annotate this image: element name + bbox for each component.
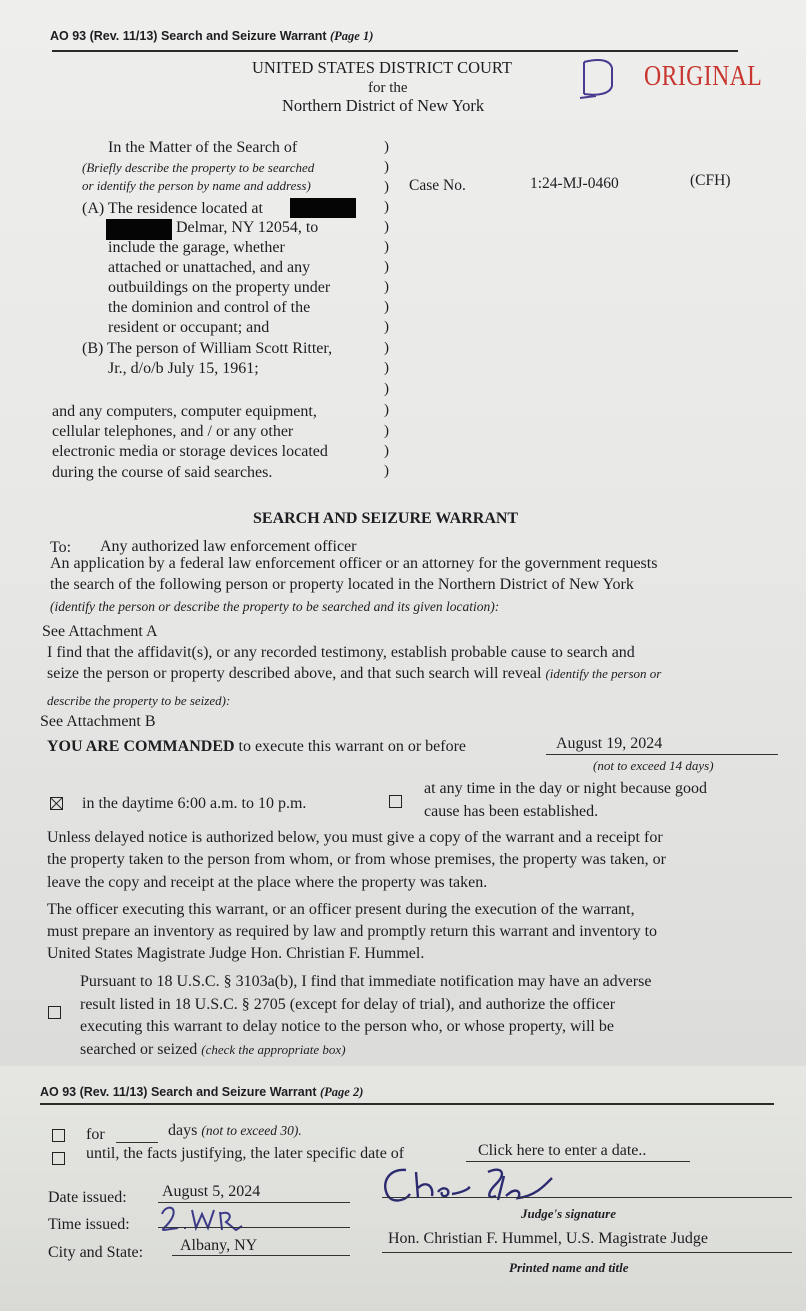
anytime-label: at any time in the day or night because good [424,780,708,797]
days-blank[interactable] [116,1142,158,1143]
time-issued-label: Time issued: [48,1216,130,1233]
court-district: Northern District of New York [282,96,485,115]
matter-line: outbuildings on the property under [108,279,331,296]
redaction-block [290,198,356,218]
officer-line: United States Magistrate Judge Hon. Christian F. Hummel. [47,945,425,962]
matter-line-a: (A) The residence located at [82,200,263,217]
matter-line: Jr., d/o/b July 15, 1961; [108,360,259,377]
matter-hint-1: (Briefly describe the property to be searched [82,160,315,175]
handwritten-time [156,1200,252,1236]
court-name: UNITED STATES DISTRICT COURT [252,58,513,77]
matter-line-b: (B) The person of William Scott Ritter, [82,340,333,357]
daytime-checkbox[interactable] [50,797,63,810]
date-placeholder[interactable]: Click here to enter a date.. [478,1142,647,1159]
computer-line: during the course of said searches. [52,464,273,481]
to-value: Any authorized law enforcement officer [100,538,357,555]
original-stamp-icon [578,54,618,100]
matter-line: the dominion and control of the [108,299,311,316]
to-label: To: [50,539,72,556]
judge-name: Hon. Christian F. Hummel, U.S. Magistrate Judge [388,1230,709,1247]
application-line: An application by a federal law enforcement officer or an attorney for the government requests [50,555,658,572]
pursuant-line: searched or seized (check the appropriate box) [80,1041,346,1058]
redaction-block [106,219,172,240]
see-attachment-b: See Attachment B [40,713,156,730]
anytime-label: cause has been established. [424,803,599,820]
anytime-checkbox[interactable] [389,795,402,808]
unless-line: leave the copy and receipt at the place where the property was taken. [47,874,488,891]
warrant-page-2 [0,1066,806,1311]
officer-line: The officer executing this warrant, or an officer present during the execution of the warrant, [47,901,635,918]
for-days-checkbox[interactable] [52,1129,65,1142]
pursuant-line: Pursuant to 18 U.S.C. § 3103a(b), I find that immediate notification may have an adverse [80,973,652,990]
computer-line: cellular telephones, and / or any other [52,423,294,440]
form-header-2: AO 93 (Rev. 11/13) Search and Seizure Warrant (Page 2) [40,1085,364,1099]
printed-name-label: Printed name and title [509,1260,629,1275]
case-no-label: Case No. [409,177,466,194]
computer-line: electronic media or storage devices located [52,443,328,460]
unless-line: Unless delayed notice is authorized below, you must give a copy of the warrant and a receipt for [47,829,663,846]
case-suffix: (CFH) [690,172,731,189]
matter-line: attached or unattached, and any [108,259,311,276]
until-label: until, the facts justifying, the later specific date of [86,1145,405,1162]
case-number: 1:24-MJ-0460 [530,175,619,192]
computer-line: and any computers, computer equipment, [52,403,317,420]
application-line: the search of the following person or property located in the Northern District of New York [50,576,634,593]
header-rule-2 [40,1103,774,1105]
date-issued-value: August 5, 2024 [162,1183,261,1200]
time-issued-underline [158,1227,350,1228]
city-state-underline [172,1255,350,1256]
form-header: AO 93 (Rev. 11/13) Search and Seizure Warrant (Page 1) [50,29,374,43]
days-label: days (not to exceed 30). [168,1122,302,1139]
daytime-label: in the daytime 6:00 a.m. to 10 p.m. [82,795,307,812]
judge-name-line [382,1252,792,1253]
unless-line: the property taken to the person from whom, or from whose premises, the property was taken, or [47,851,666,868]
until-date-checkbox[interactable] [52,1152,65,1165]
command-date: August 19, 2024 [556,735,663,752]
finding-line: I find that the affidavit(s), or any recorded testimony, establish probable cause to search and [47,644,635,661]
header-rule [52,50,738,52]
date-issued-label: Date issued: [48,1189,127,1206]
warrant-page-1: AO 93 (Rev. 11/13) Search and Seizure Warrant (Page 1) UNITED STATES DISTRICT COURT for the Northern District of New York ORIGINAL In the Matter of the Search of (Briefly describe the property to be searched or identify the person by name and address) (A) The residence located at Delmar, NY 12054, to include the garage, whether attached or unattached, and any outbuildings on the property under the dominion and control of the resident or occupant; and (B) The person of William Scott Ritter, Jr., d/o/b July 15, 1961; and any computers, computer equipment, cellular telephones, and / or any other electronic media or storage devices located during the course of said searches. ) ) ) ) ) ) ) ) ) ) ) ) ) ) ) ) ) Case No. 1:24-MJ-0460 (CFH) SEARCH AND SEIZURE WARRANT To: Any authorized law enforcement officer An application by a federal law enforcement officer or an attorney for the government requests the search of the following person or property located in the Northern District of New York (identify the person or describe the property to be searched and its given location): See Attachment A I find that the affidavit(s), or any recorded testimony, establish probable cause to search and seize the person or property described above, and that such search will reveal (identify the person or describe the property to be seized): See Attachment B YOU ARE COMMANDED to execute this warrant on or before August 19, 2024 (not to exceed 14 days) in the daytime 6:00 a.m. to 10 p.m. at any time in the day or night because good cause has been established. Unless delayed notice is authorized below, you must give a copy of the warrant and a receipt for the property taken to the person from whom, or from whose premises, the property was taken, or leave the copy and receipt at the place where the property was taken. The officer executing this warrant, or an officer present during the execution of the warrant, must prepare an inventory as required by law and promptly return this warrant and inventory to United States Magistrate Judge Hon. Christian F. Hummel. Pursuant to 18 U.S.C. § 3103a(b), I find that immediate notification may have an adverse result listed in 18 U.S.C. § 2705 (except for delay of trial), and authorize the officer executing this warrant to delay notice to the person who, or whose property, will be searched or seized (check the appropriate box) [0,0,806,1066]
matter-line: Delmar, NY 12054, to [176,219,319,236]
matter-hint-2: or identify the person by name and address) [82,178,311,193]
court-for: for the [368,80,408,96]
city-state-label: City and State: [48,1244,144,1261]
officer-line: must prepare an inventory as required by law and promptly return this warrant and inventory to [47,923,658,940]
original-stamp: ORIGINAL [644,60,763,92]
application-hint: (identify the person or describe the property to be searched and its given location): [50,599,500,614]
pursuant-line: result listed in 18 U.S.C. § 2705 (except for delay of trial), and authorize the officer [80,996,616,1013]
warrant-title: SEARCH AND SEIZURE WARRANT [253,510,519,527]
judge-signature-label: Judge's signature [521,1206,616,1221]
commanded-line: YOU ARE COMMANDED to execute this warrant on or before [47,738,467,755]
judge-signature-line [382,1197,792,1198]
see-attachment-a: See Attachment A [42,623,158,640]
pursuant-line: executing this warrant to delay notice to the person who, or whose property, will be [80,1018,614,1035]
command-date-underline [546,754,778,755]
matter-line: resident or occupant; and [108,319,270,336]
for-label: for [86,1126,105,1143]
delay-notice-checkbox[interactable] [48,1006,61,1019]
matter-title: In the Matter of the Search of [108,139,298,156]
city-state-value: Albany, NY [180,1237,258,1254]
judge-signature [376,1162,586,1208]
finding-line: seize the person or property described above, and that such search will reveal (identify the person or [47,665,662,682]
matter-line: include the garage, whether [108,239,285,256]
not-exceed-14: (not to exceed 14 days) [593,758,714,773]
finding-hint: describe the property to be seized): [47,693,231,708]
